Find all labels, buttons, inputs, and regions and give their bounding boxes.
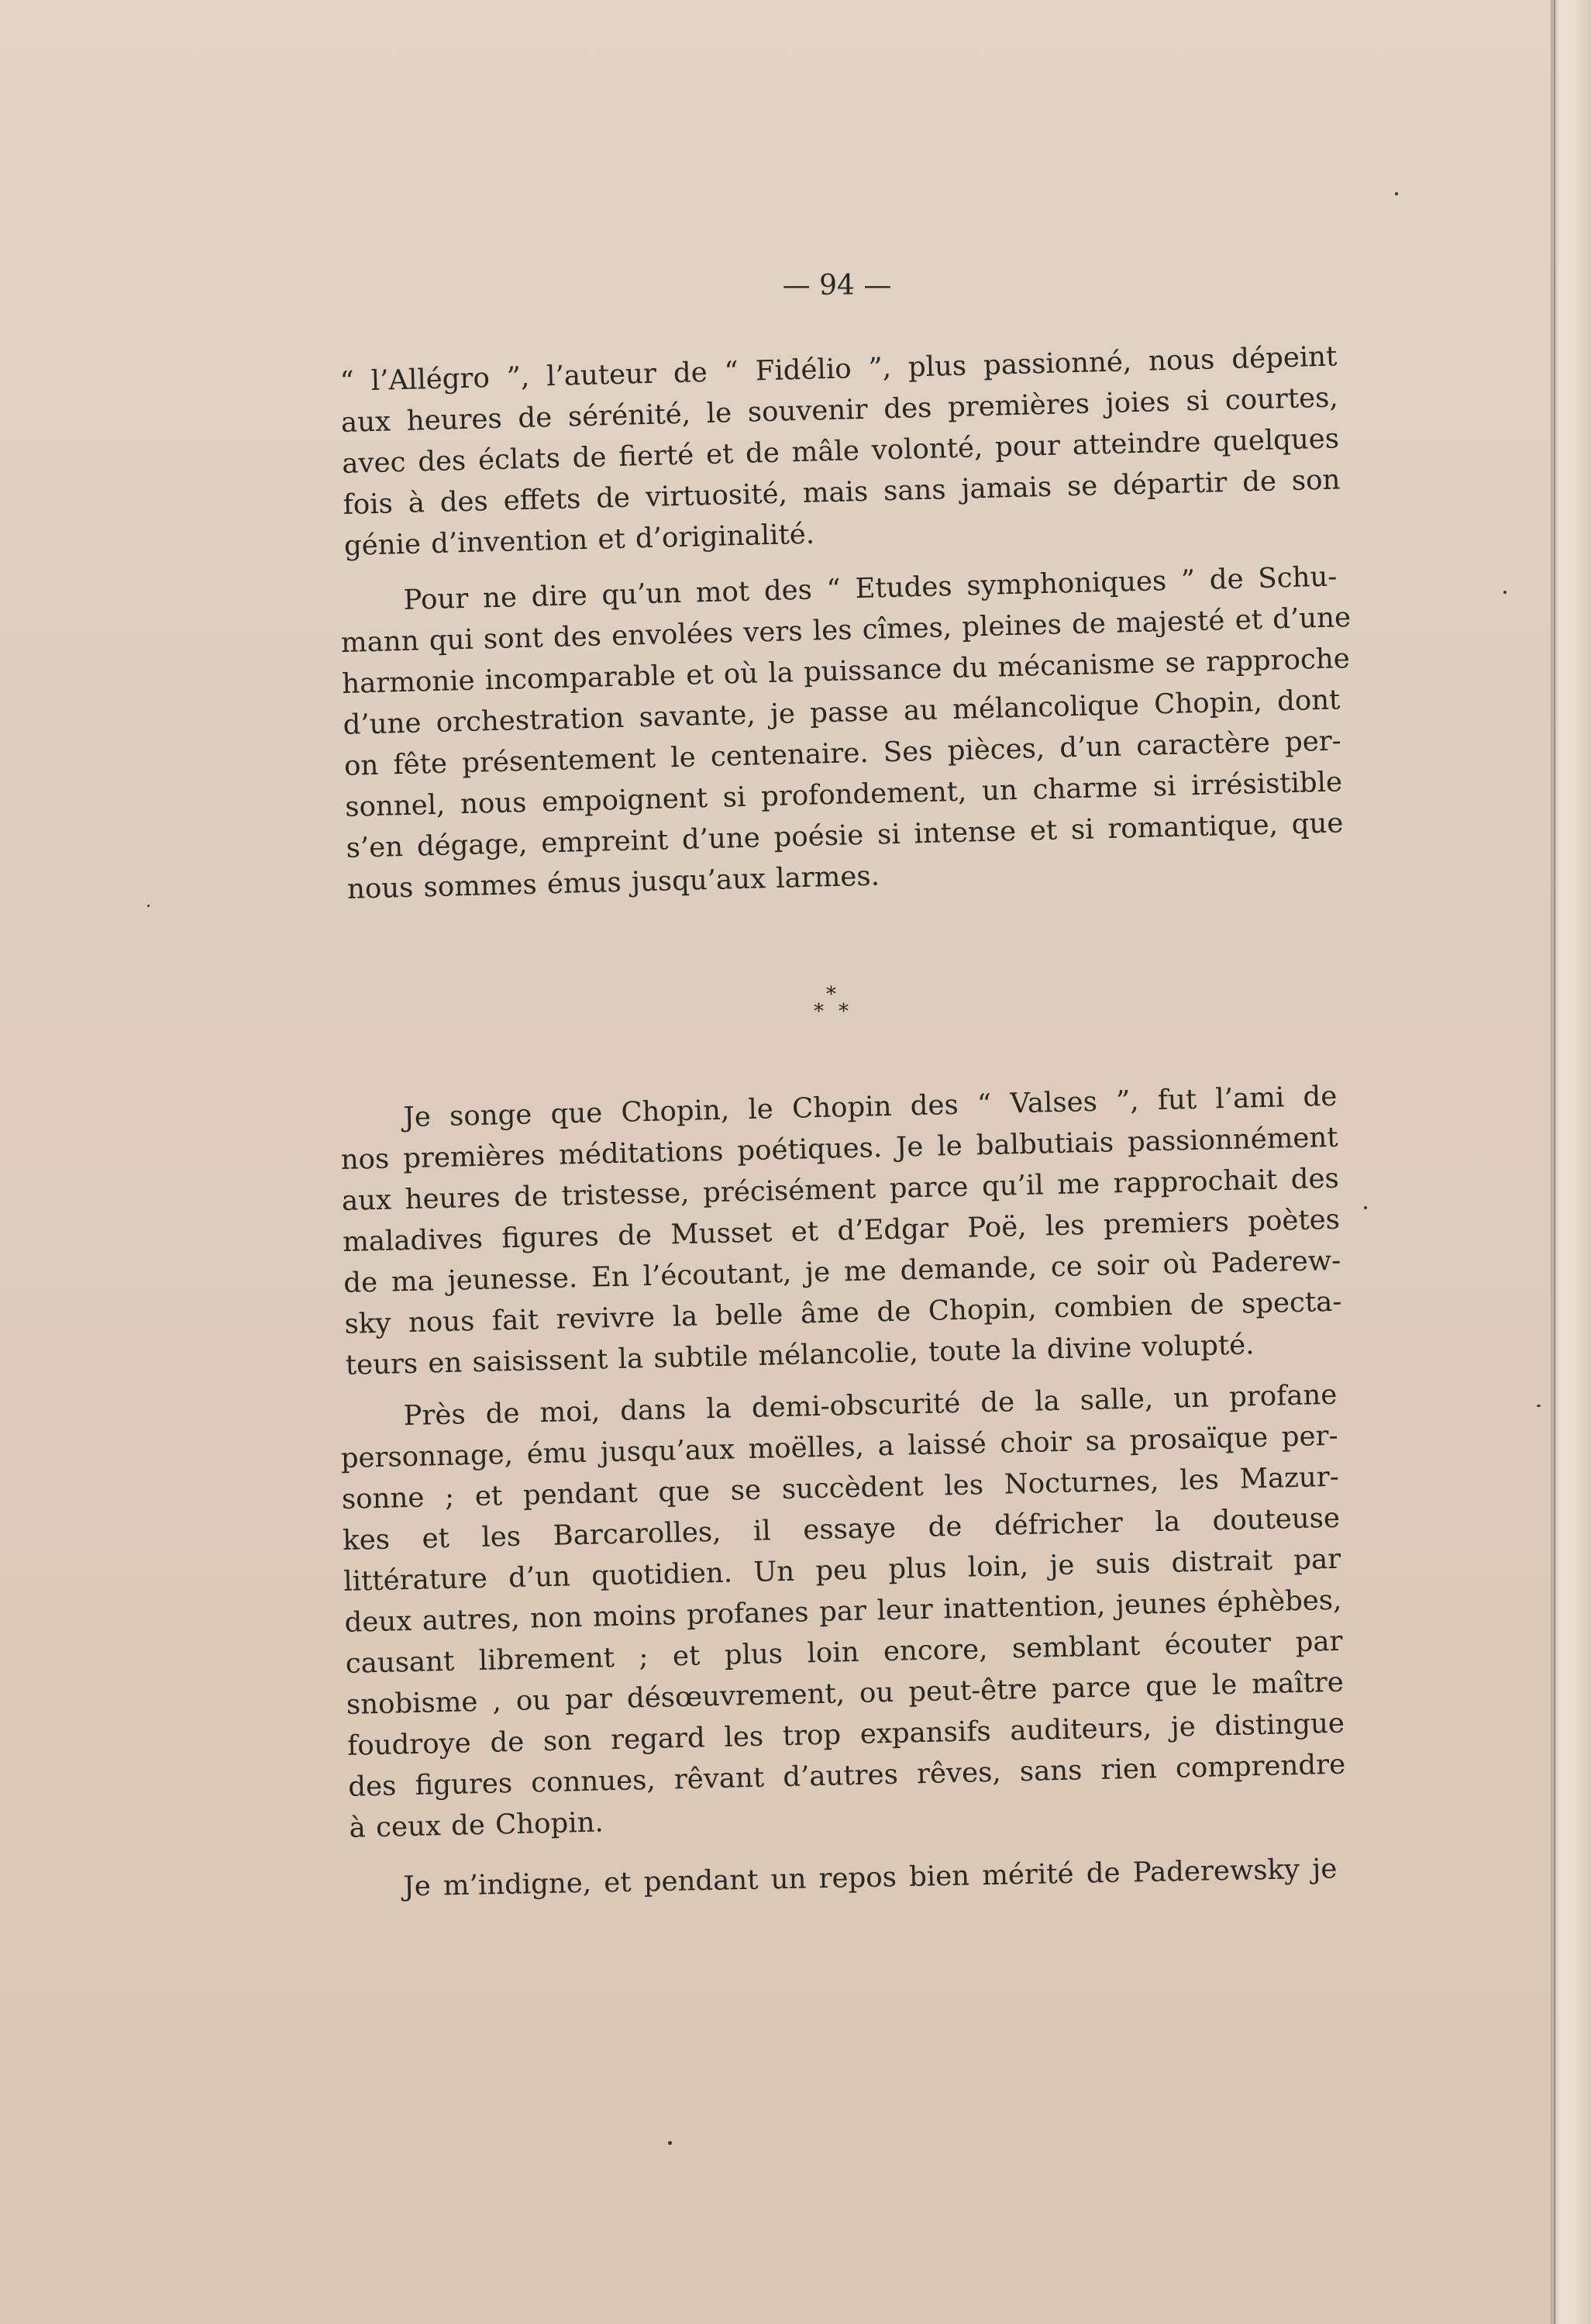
text-line: Près de moi, dans la demi-obscurité de la salle, un profane: [403, 1378, 1338, 1433]
text-line: Je m’indigne, et pendant un repos bien mérité de Paderewsky je: [403, 1853, 1338, 1903]
asterism-divider: [802, 983, 864, 1029]
text-line: avec des éclats de fierté et de mâle volonté, pour atteindre quelques: [341, 422, 1340, 480]
text-line: deux autres, non moins profanes par leur inattention, jeunes éphèbes,: [344, 1584, 1342, 1639]
text-line: des figures connues, rêvant d’autres rêves, sans rien comprendre: [347, 1748, 1346, 1803]
text-line: “ l’Allégro ”, l’auteur de “ Fidélio ”, plus passionné, nous dépeint: [339, 340, 1338, 398]
paragraph-3: [339, 1076, 1343, 1386]
text-line: d’une orchestration savante, je passe au mélancolique Chopin, dont: [343, 684, 1341, 741]
text-line: nos premières méditations poétiques. Je le balbutiais passionnément: [340, 1121, 1338, 1176]
paragraph-2: [339, 556, 1352, 909]
text-line: causant librement ; et plus loin encore, semblant écouter par: [345, 1625, 1343, 1680]
paragraph-5: [339, 1848, 1338, 1909]
scan-speck: [1364, 1206, 1367, 1209]
text-line: snobisme , ou par désœuvrement, ou peut-être parce que le maître: [346, 1666, 1345, 1721]
scan-speck: [1395, 192, 1398, 195]
text-line: sonnel, nous empoignent si profondement, un charme si irrésistible: [344, 766, 1343, 823]
asterism-star: *: [814, 1000, 824, 1023]
page-edge-line: [1554, 0, 1555, 2324]
paragraph-1: [339, 336, 1341, 566]
text-line: nous sommes émus jusqu’aux larmes.: [346, 860, 880, 905]
text-line: teurs en saisissent la subtile mélancolie, toute la divine volupté.: [345, 1329, 1255, 1381]
text-line: aux heures de tristesse, précisément parce qu’il me rapprochait des: [341, 1162, 1340, 1217]
text-line: foudroye de son regard les trop expansifs auditeurs, je distingue: [346, 1707, 1345, 1762]
page-edge: [1551, 0, 1591, 2324]
text-line: sky nous fait revivre la belle âme de Chopin, combien de specta-: [344, 1285, 1342, 1340]
text-line: harmonie incomparable et où la puissance du mécanisme se rapproche: [341, 643, 1351, 700]
text-line: aux heures de sérénité, le souvenir des premières joies si courtes,: [340, 381, 1339, 439]
scan-speck: [1503, 591, 1507, 594]
scan-speck: [147, 905, 150, 907]
asterism-star: *: [839, 1000, 849, 1023]
scan-speck: [1537, 1405, 1541, 1407]
text-line: à ceux de Chopin.: [349, 1806, 604, 1844]
text-line: Pour ne dire qu’un mot des “ Etudes symphoniques ” de Schu-: [403, 560, 1338, 616]
text-line: génie d’invention et d’originalité.: [343, 518, 815, 562]
text-line: maladives figures de Musset et d’Edgar Poë, les premiers poètes: [342, 1203, 1341, 1258]
page-number: — 94 —: [782, 270, 892, 302]
text-line: fois à des effets de virtuosité, mais sans jamais se départir de son: [343, 464, 1341, 521]
text-line: s’en dégage, empreint d’une poésie si intense et si romantique, que: [346, 807, 1344, 864]
text-line: kes et les Barcarolles, il essaye de défricher la douteuse: [342, 1502, 1341, 1557]
text-line: de ma jeunesse. En l’écoutant, je me demande, ce soir où Paderew-: [343, 1244, 1341, 1299]
text-line: personnage, ému jusqu’aux moëlles, a laissé choir sa prosaïque per-: [340, 1419, 1338, 1474]
text-line: littérature d’un quotidien. Un peu plus loin, je suis distrait par: [343, 1543, 1341, 1598]
text-line: mann qui sont des envolées vers les cîmes, pleines de majesté et d’une: [340, 602, 1352, 659]
asterism-star: *: [826, 983, 836, 1006]
text-line: sonne ; et pendant que se succèdent les Nocturnes, les Mazur-: [341, 1460, 1340, 1515]
scan-speck: [668, 2141, 672, 2145]
text-line: Je songe que Chopin, le Chopin des “ Valses ”, fut l’ami de: [403, 1080, 1338, 1134]
paragraph-4: [339, 1374, 1347, 1849]
text-line: on fête présentement le centenaire. Ses pièces, d’un caractère per-: [343, 725, 1342, 782]
